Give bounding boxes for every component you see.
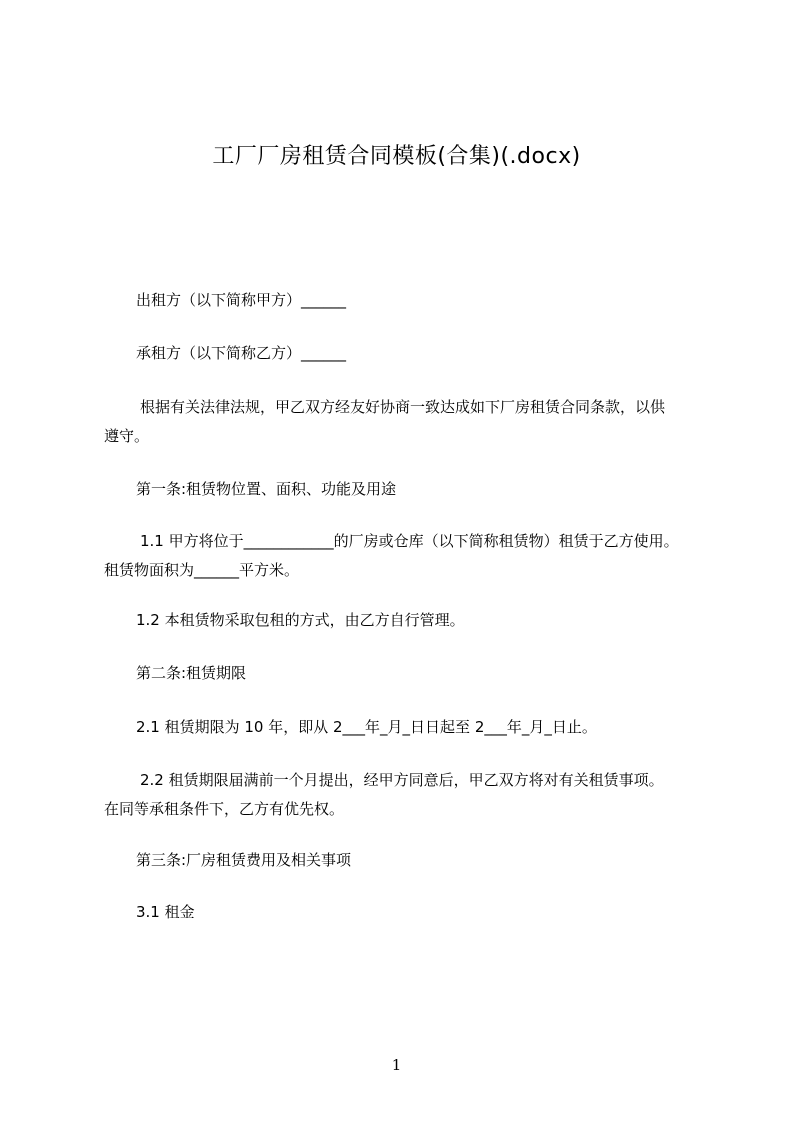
preamble-paragraph bbox=[104, 393, 704, 451]
page-number: 1 bbox=[391, 1056, 402, 1074]
clause-1-2: 1.2 本租赁物采取包租的方式，由乙方自行管理。 bbox=[136, 611, 465, 629]
clause-1-1-line-2: 租赁物面积为______平方米。 bbox=[104, 561, 300, 579]
preamble-line-1: 根据有关法律法规，甲乙双方经友好协商一致达成如下厂房租赁合同条款，以供 bbox=[140, 398, 666, 416]
clause-1-1-line-1: 1.1 甲方将位于____________的厂房或仓库（以下简称租赁物）租赁于乙方使用。 bbox=[140, 532, 679, 550]
clause-2-2-line-1: 2.2 租赁期限届满前一个月提出，经甲方同意后，甲乙双方将对有关租赁事项。 bbox=[140, 771, 664, 789]
clause-1-1-paragraph bbox=[104, 527, 704, 585]
clause-3-1: 3.1 租金 bbox=[136, 903, 195, 921]
clause-2-2-paragraph bbox=[104, 766, 704, 824]
lessee-line: 承租方（以下简称乙方）______ bbox=[136, 344, 347, 362]
clause-2-2-line-2: 在同等承租条件下，乙方有优先权。 bbox=[104, 800, 345, 818]
article-2-heading: 第二条:租赁期限 bbox=[136, 664, 247, 682]
article-3-heading: 第三条:厂房租赁费用及相关事项 bbox=[136, 851, 352, 869]
document-title: 工厂厂房租赁合同模板(合集)(.docx) bbox=[212, 144, 581, 169]
clause-2-1: 2.1 租赁期限为 10 年，即从 2___年_月_日日起至 2___年_月_日止。 bbox=[136, 718, 597, 736]
preamble-line-2: 遵守。 bbox=[104, 427, 150, 445]
article-1-heading: 第一条:租赁物位置、面积、功能及用途 bbox=[136, 480, 397, 498]
lessor-line: 出租方（以下简称甲方）______ bbox=[136, 291, 347, 309]
